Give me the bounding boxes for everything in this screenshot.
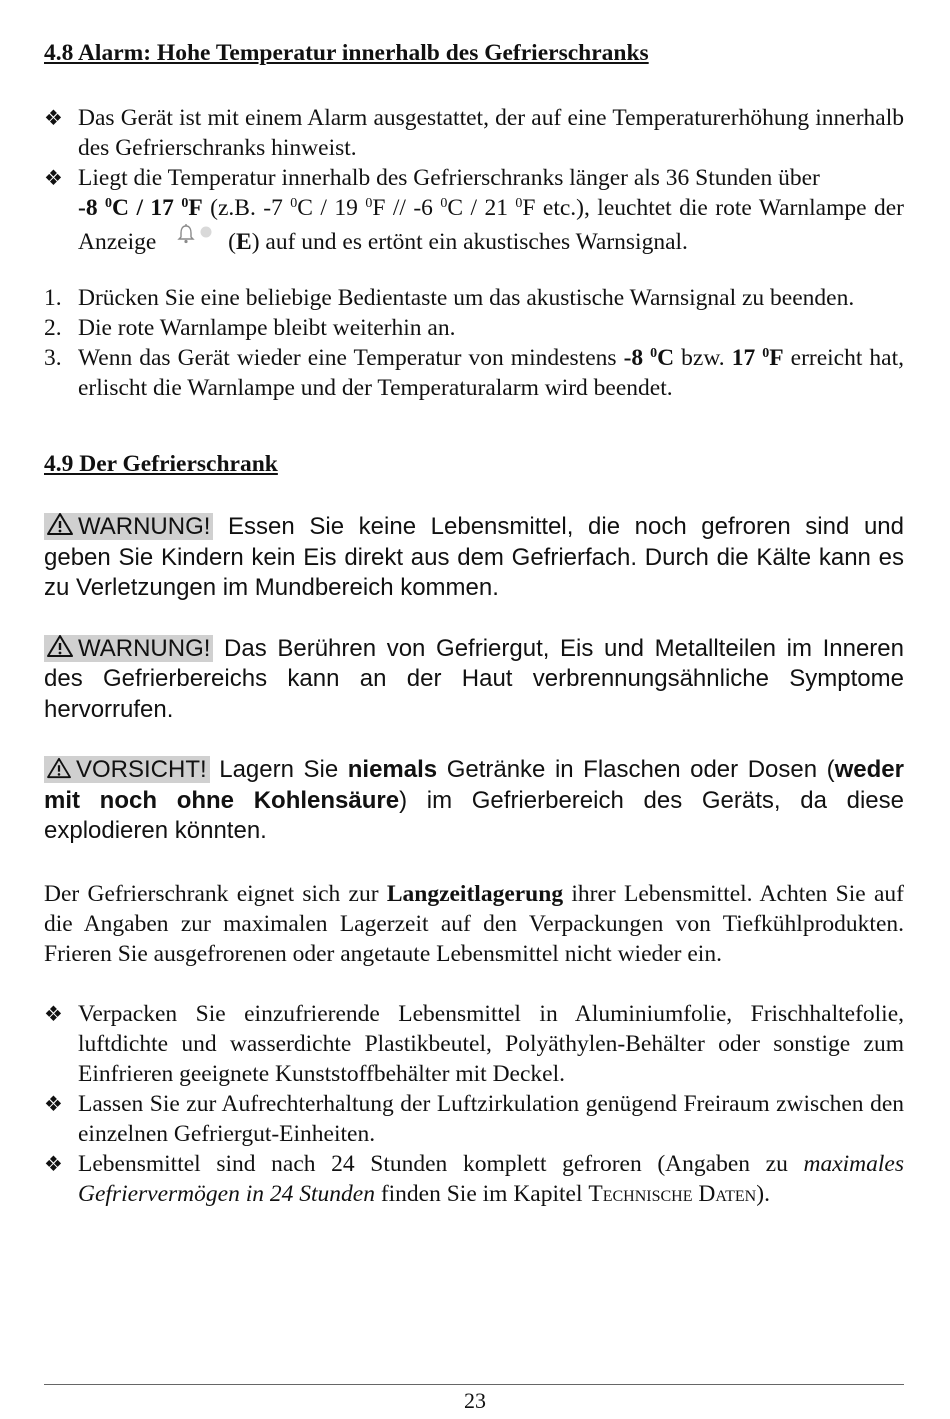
bullet-marker: ❖	[44, 1151, 63, 1176]
warning-triangle-icon	[46, 634, 74, 658]
list-item: ❖ Liegt die Temperatur innerhalb des Gefrierschranks länger als 36 Stunden über -8 $^0$C / 17 $^0$F (z.B. -7 $^0$C / 19 $^0$F // -6 $^0$C / 21 $^0$F etc.), leuchtet die rote Warnlampe der Anzeige (E) auf und es ertönt ein akustisches Warnsignal.	[44, 165, 904, 255]
page-number: 23	[464, 1388, 486, 1413]
list-item: ❖ Lassen Sie zur Aufrechterhaltung der Luftzirkulation genügend Freiraum zwischen den einzelnen Gefriergut-Einheiten.	[44, 1090, 904, 1147]
list-item: ❖ Das Gerät ist mit einem Alarm ausgestattet, der auf eine Temperaturerhöhung innerhalb des Gefrierschranks hinweist.	[44, 105, 904, 161]
page-content	[44, 40, 904, 1209]
warning-label: WARNUNG!	[44, 513, 213, 540]
caution-triangle-icon	[46, 757, 72, 779]
freezer-storage-paragraph: Der Gefrierschrank eignet sich zur Langzeitlagerung ihrer Lebensmittel. Achten Sie auf die Angaben zur maximalen Lagerzeit auf den Verpackungen von Tiefkühlprodukten. Frieren Sie ausgefrorenen oder angetaute Lebensmittel nicht wieder ein.	[44, 880, 904, 967]
alarm-steps-list	[44, 283, 904, 403]
list-item: ❖ Lebensmittel sind nach 24 Stunden komplett gefroren (Angaben zu maximales Gefriervermögen in 24 Stunden finden Sie im Kapitel Technische Daten).	[44, 1150, 904, 1207]
bullet-marker: ❖	[44, 106, 63, 130]
section-heading-4-8: 4.8 Alarm: Hohe Temperatur innerhalb des Gefrierschranks	[44, 40, 649, 66]
warning-lamp-icon	[176, 223, 216, 245]
alarm-bullet-list	[44, 103, 904, 257]
list-item: 2. Die rote Warnlampe bleibt weiterhin an.	[44, 315, 456, 341]
warning-label: WARNUNG!	[44, 635, 213, 662]
list-item: 3. Wenn das Gerät wieder eine Temperatur von mindestens -8 $^0$C bzw. 17 $^0$F erreicht hat, erlischt die Warnlampe und der Temperaturalarm wird beendet.	[44, 345, 904, 401]
warning-paragraph: WARNUNG! Das Berühren von Gefriergut, Eis und Metallteilen im Inneren des Gefrierbereichs kann an der Haut verbrennungsähnliche Symptome hervorrufen.	[44, 634, 904, 723]
list-item: 1. Drücken Sie eine beliebige Bedientaste um das akustische Warnsignal zu beenden.	[44, 285, 855, 311]
footer-divider	[44, 1384, 904, 1385]
caution-paragraph: VORSICHT! Lagern Sie niemals Getränke in Flaschen oder Dosen (weder mit noch ohne Kohlensäure) im Gefrierbereich des Geräts, da diese explodieren könnten.	[44, 756, 905, 844]
bullet-marker: ❖	[44, 1001, 63, 1026]
warning-paragraph: WARNUNG! Essen Sie keine Lebensmittel, die noch gefroren sind und geben Sie Kindern kein Eis direkt aus dem Gefrierfach. Durch die Kälte kann es zu Verletzungen im Mundbereich kommen.	[44, 513, 904, 601]
chapter-reference: Technische Daten	[588, 1180, 757, 1207]
list-item: ❖ Verpacken Sie einzufrierende Lebensmittel in Aluminiumfolie, Frischhaltefolie, luftdichte und wasserdichte Plastikbeutel, Polyäthylen-Behälter oder sonstige zum Einfrieren geeignete Kunststoffbehälter mit Deckel.	[44, 1000, 904, 1087]
section-heading-4-9: 4.9 Der Gefrierschrank	[44, 451, 278, 477]
freezer-bullet-list	[44, 999, 904, 1209]
bullet-marker: ❖	[44, 166, 63, 190]
bullet-marker: ❖	[44, 1091, 63, 1116]
warning-triangle-icon	[46, 512, 74, 536]
caution-label: VORSICHT!	[44, 756, 210, 783]
